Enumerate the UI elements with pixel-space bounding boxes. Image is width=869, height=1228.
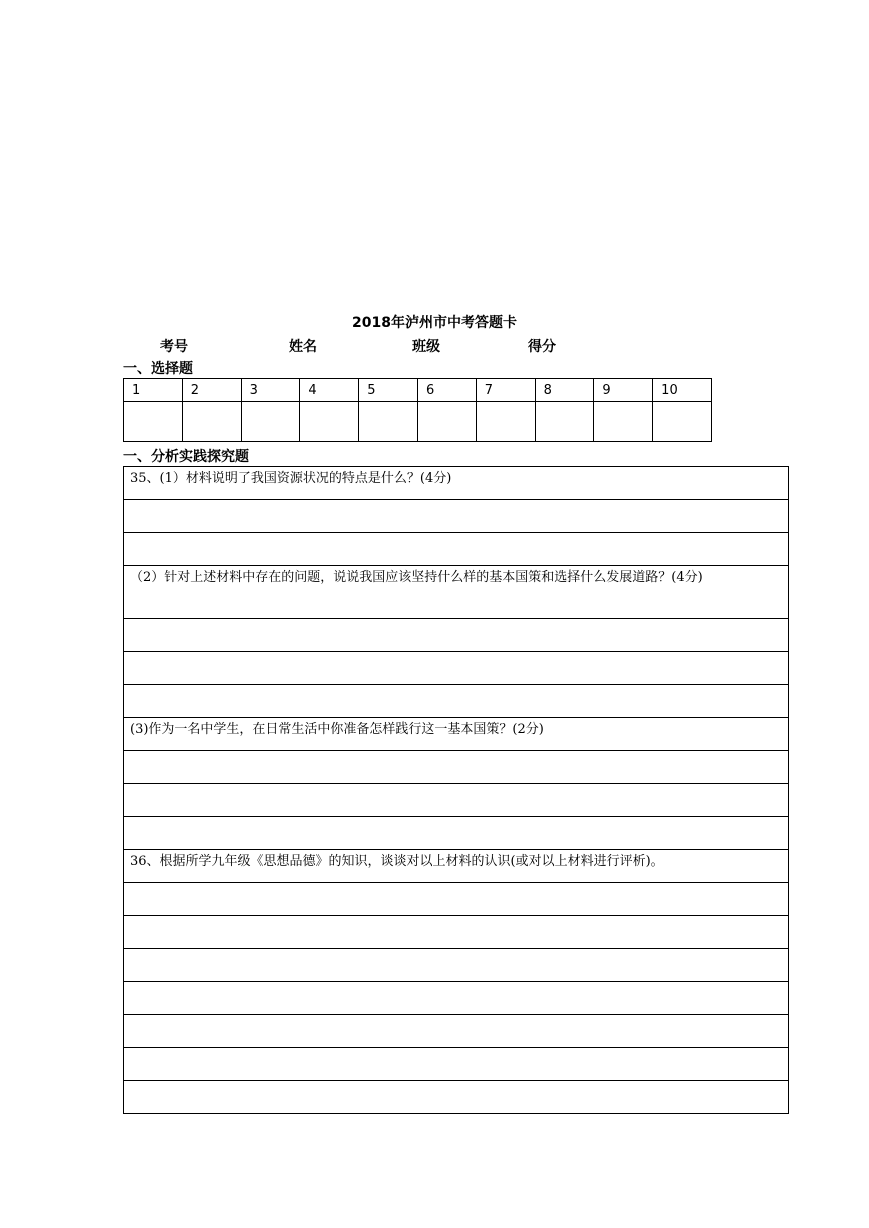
question-number-cell: 1 bbox=[124, 379, 183, 402]
answer-line[interactable] bbox=[124, 982, 789, 1015]
answer-cell[interactable] bbox=[594, 402, 653, 442]
answer-cell[interactable] bbox=[124, 402, 183, 442]
exam-number-label: 考号 bbox=[160, 339, 188, 355]
question-number-cell: 6 bbox=[417, 379, 476, 402]
answer-cell[interactable] bbox=[535, 402, 594, 442]
name-label: 姓名 bbox=[289, 339, 317, 355]
answer-cell[interactable] bbox=[417, 402, 476, 442]
answer-line[interactable] bbox=[124, 1048, 789, 1081]
question-number-row bbox=[124, 379, 712, 402]
question-number-cell: 8 bbox=[535, 379, 594, 402]
question-row bbox=[124, 850, 789, 883]
answer-cell[interactable] bbox=[182, 402, 241, 442]
score-label: 得分 bbox=[528, 339, 556, 355]
question-number-cell: 10 bbox=[653, 379, 712, 402]
question-number-cell: 9 bbox=[594, 379, 653, 402]
answer-line[interactable] bbox=[124, 500, 789, 533]
page-title: 2018年泸州市中考答题卡 bbox=[352, 315, 517, 331]
student-info-row bbox=[0, 336, 869, 354]
answer-line[interactable] bbox=[124, 685, 789, 718]
question-35-3-prompt: (3)作为一名中学生，在日常生活中你准备怎样践行这一基本国策？(2分) bbox=[124, 718, 789, 751]
answer-line[interactable] bbox=[124, 652, 789, 685]
question-row bbox=[124, 566, 789, 619]
answer-line[interactable] bbox=[124, 1015, 789, 1048]
answer-cell[interactable] bbox=[241, 402, 300, 442]
answer-line[interactable] bbox=[124, 883, 789, 916]
question-35-1-prompt: 35、(1）材料说明了我国资源状况的特点是什么？(4分) bbox=[124, 467, 789, 500]
answer-cell[interactable] bbox=[300, 402, 359, 442]
answer-line[interactable] bbox=[124, 817, 789, 850]
answer-line[interactable] bbox=[124, 949, 789, 982]
section-choice-heading: 一、选择题 bbox=[123, 361, 193, 377]
section-analysis-heading: 一、分析实践探究题 bbox=[123, 449, 249, 465]
answer-cell[interactable] bbox=[653, 402, 712, 442]
class-label: 班级 bbox=[412, 339, 440, 355]
question-number-cell: 2 bbox=[182, 379, 241, 402]
question-row bbox=[124, 718, 789, 751]
answer-row bbox=[124, 402, 712, 442]
question-36-prompt: 36、根据所学九年级《思想品德》的知识，谈谈对以上材料的认识(或对以上材料进行评析)。 bbox=[124, 850, 789, 883]
question-number-cell: 4 bbox=[300, 379, 359, 402]
answer-line[interactable] bbox=[124, 1081, 789, 1114]
choice-answer-table bbox=[123, 378, 712, 442]
question-row bbox=[124, 467, 789, 500]
analysis-answer-table bbox=[123, 466, 789, 1114]
answer-line[interactable] bbox=[124, 619, 789, 652]
question-35-2-prompt: （2）针对上述材料中存在的问题，说说我国应该坚持什么样的基本国策和选择什么发展道路？(4分) bbox=[124, 566, 789, 619]
answer-line[interactable] bbox=[124, 533, 789, 566]
question-number-cell: 3 bbox=[241, 379, 300, 402]
answer-line[interactable] bbox=[124, 916, 789, 949]
answer-cell[interactable] bbox=[359, 402, 418, 442]
question-number-cell: 7 bbox=[476, 379, 535, 402]
answer-line[interactable] bbox=[124, 751, 789, 784]
answer-cell[interactable] bbox=[476, 402, 535, 442]
question-number-cell: 5 bbox=[359, 379, 418, 402]
answer-line[interactable] bbox=[124, 784, 789, 817]
